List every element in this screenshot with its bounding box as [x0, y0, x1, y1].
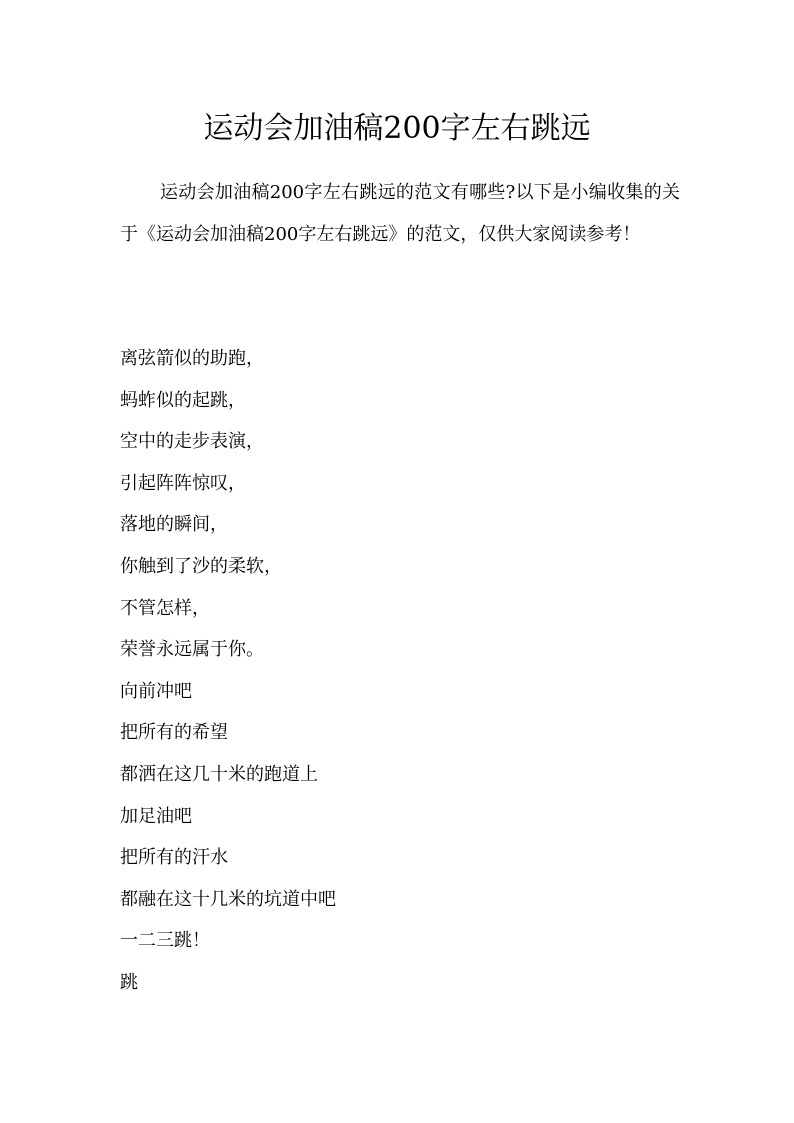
- poem-line: 都融在这十几米的坑道中吧: [120, 888, 336, 910]
- poem-line: 蚂蚱似的起跳，: [120, 389, 246, 411]
- poem-line: 荣誉永远属于你。: [120, 639, 264, 661]
- poem-line: 加足油吧: [120, 805, 192, 827]
- poem-line: 不管怎样，: [120, 597, 210, 619]
- poem-line: 把所有的汗水: [120, 847, 228, 869]
- poem-line: 引起阵阵惊叹，: [120, 472, 246, 494]
- poem-lines: [120, 338, 680, 1004]
- poem-line: 跳: [120, 971, 138, 993]
- poem-line: 离弦箭似的助跑，: [120, 348, 264, 369]
- poem-line: 向前冲吧: [120, 680, 192, 702]
- poem-line: 落地的瞬间，: [120, 514, 228, 536]
- intro-paragraph: 运动会加油稿200字左右跳远的范文有哪些?以下是小编收集的关于《运动会加油稿200字左右跳远》的范文，仅供大家阅读参考！: [120, 182, 680, 245]
- poem-line: 空中的走步表演，: [120, 431, 264, 453]
- poem-line: 都洒在这几十米的跑道上: [120, 763, 318, 785]
- document-title: 运动会加油稿200字左右跳远: [203, 111, 591, 146]
- poem-line: 把所有的希望: [120, 722, 228, 744]
- poem-line: 一二三跳！: [120, 930, 210, 952]
- poem-line: 你触到了沙的柔软，: [120, 555, 282, 577]
